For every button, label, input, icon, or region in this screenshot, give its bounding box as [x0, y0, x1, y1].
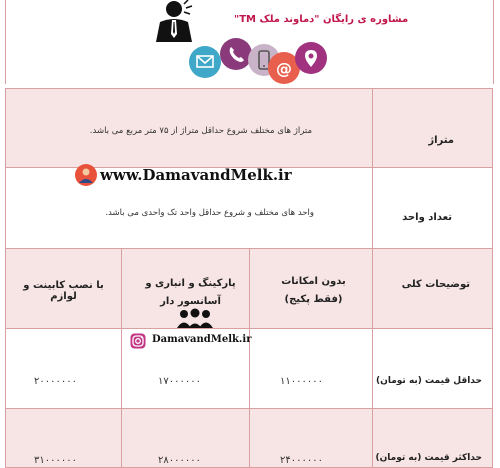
col3-header-cell: [5, 248, 122, 329]
max-col3-cell: [5, 408, 122, 468]
max-col1-cell: [249, 408, 373, 468]
area-label-cell: [372, 88, 493, 168]
max-price-label: حداکثر قیمت (به تومان): [375, 453, 482, 463]
min-label-cell: [372, 328, 493, 409]
area-label: متراژ: [428, 135, 454, 146]
instagram-handle: DamavandMelk.ir: [152, 334, 252, 345]
min-price-col2: ۱۷۰۰۰۰۰۰: [158, 376, 201, 387]
col1-header: بدون امکانات (فقط پکیج): [281, 276, 346, 305]
general-header: توضیحات کلی: [401, 279, 470, 290]
min-price-col1: ۱۱۰۰۰۰۰۰: [280, 376, 323, 387]
min-col3-cell: [5, 328, 122, 409]
location-icon[interactable]: [295, 42, 327, 74]
instagram-icon: [130, 333, 146, 349]
max-price-col1: ۲۴۰۰۰۰۰۰: [280, 455, 323, 466]
min-price-label: حداقل قیمت (به تومان): [376, 376, 482, 386]
avatar-icon: [75, 164, 97, 186]
area-text-cell: [5, 88, 373, 168]
units-label: تعداد واحد: [402, 212, 452, 223]
max-price-col2: ۲۸۰۰۰۰۰۰: [158, 455, 201, 466]
email-icon[interactable]: [189, 46, 221, 78]
header-banner: [5, 0, 494, 84]
max-price-col3: ۳۱۰۰۰۰۰۰: [34, 455, 77, 466]
consultant-icon: [154, 0, 198, 42]
svg-text:@: @: [276, 59, 292, 78]
min-price-col3: ۲۰۰۰۰۰۰۰: [34, 376, 77, 387]
group-people-icon: [176, 308, 214, 330]
price-table: [0, 88, 500, 466]
max-label-cell: [372, 408, 493, 468]
units-description: واحد های مختلف و شروع حداقل واحد تک واحدی می باشد.: [105, 208, 314, 218]
units-label-cell: [372, 167, 493, 249]
col2-header: پارکینگ و انباری و آسانسور دار: [145, 278, 236, 307]
general-header-cell: [372, 248, 493, 329]
col2-header-cell: [121, 248, 250, 329]
max-col2-cell: [121, 408, 250, 468]
min-col1-cell: [249, 328, 373, 409]
col1-header-cell: [249, 248, 373, 329]
area-description: متراژ های مختلف شروع حداقل متراژ از ۷۵ متر مربع می باشد.: [89, 126, 312, 136]
col3-header: با نصب کابینت و لوازم: [23, 280, 104, 302]
slogan-text: مشاوره ی رایگان "دماوند ملک TM": [234, 14, 409, 25]
website-url: www.DamavandMelk.ir: [100, 166, 292, 184]
